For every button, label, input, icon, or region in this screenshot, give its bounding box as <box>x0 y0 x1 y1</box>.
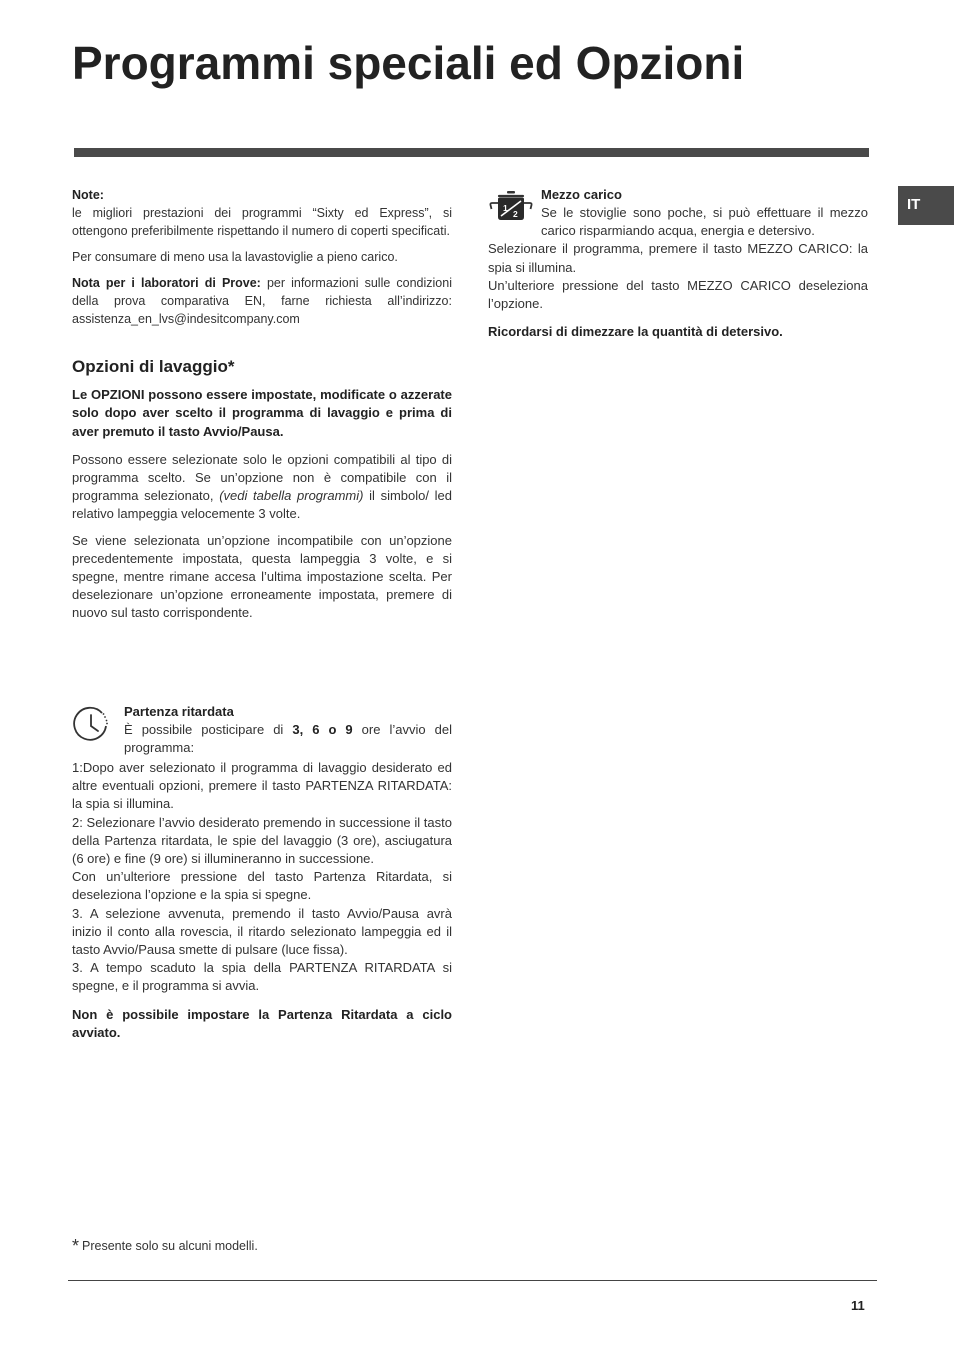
page-number: 11 <box>851 1298 865 1313</box>
footnote-text: Presente solo su alcuni modelli. <box>82 1239 258 1253</box>
delayed-start-intro-end: ore l’avvio del programma: <box>124 722 452 756</box>
lab-note-label: Nota per i laboratori di Prove: <box>72 276 261 290</box>
title-divider <box>74 148 869 157</box>
footnote-star: * <box>72 1236 80 1256</box>
lab-note-text: per informazioni sulle condizioni della prova comparativa EN, farne richiesta all’indirizzo: assistenza_en_lvs@indesitcompany.com <box>72 276 452 326</box>
options-compat-text-end: il simbolo/ led relativo lampeggia velocemente 3 volte. <box>72 488 452 522</box>
delayed-step-2b: Con un’ulteriore pressione del tasto Partenza Ritardata, si deseleziona l’opzione e la spia si spegne. <box>72 869 452 903</box>
delayed-start-title: Partenza ritardata <box>124 704 234 719</box>
options-heading: Opzioni di lavaggio* <box>72 357 235 376</box>
half-load-line-3: Un’ulteriore pressione del tasto MEZZO CARICO deseleziona l’opzione. <box>488 277 868 312</box>
program-table-ref: (vedi tabella programmi) <box>219 488 364 504</box>
delayed-hours: 3, 6 o 9 <box>292 722 353 738</box>
footer-divider <box>68 1280 877 1281</box>
half-load-header <box>541 186 868 204</box>
notes-label: Note: <box>72 188 104 202</box>
delayed-start-body <box>72 759 452 1042</box>
half-load-line-2: Selezionare il programma, premere il tasto MEZZO CARICO: la spia si illumina. <box>488 241 868 275</box>
options-compat-text: Possono essere selezionate solo le opzioni compatibili al tipo di programma scelto. Se un’opzione non è compatibile con il programma selezionato, <box>72 451 452 504</box>
half-load-title: Mezzo carico <box>541 187 622 202</box>
delayed-warning: Non è possibile impostare la Partenza Ritardata a ciclo avviato. <box>72 1006 452 1040</box>
half-load-line-1: Se le stoviglie sono poche, si può effettuare il mezzo carico risparmiando acqua, energia e detersivo. <box>541 205 868 239</box>
delayed-start-intro-text: È possibile posticipare di <box>124 722 293 738</box>
clock-icon <box>72 704 110 744</box>
left-column <box>72 186 452 623</box>
delayed-start-intro <box>124 721 452 757</box>
lab-note <box>72 274 452 328</box>
delayed-step-3: 3. A selezione avvenuta, premendo il tasto Avvio/Pausa avrà inizio il conto alla rovescia, il ritardo selezionato lampeggia ed il tasto Avvio/Pausa smette di pulsare (luce fissa). <box>72 905 452 958</box>
half-load-body <box>488 204 868 341</box>
svg-text:2: 2 <box>513 209 518 219</box>
footnote <box>72 1236 258 1257</box>
page-title: Programmi speciali ed Opzioni <box>72 37 745 89</box>
svg-text:1: 1 <box>503 203 508 213</box>
delayed-step-1: 1:Dopo aver selezionato il programma di lavaggio desiderato ed altre eventuali opzioni, premere il tasto PARTENZA RITARDATA: la spia si illumina. <box>72 760 452 812</box>
delayed-step-2: 2: Selezionare l’avvio desiderato premendo in successione il tasto della Partenza ritardata, le spie del lavaggio (3 ore), asciugatura (6 ore) e fine (9 ore) si illumineranno in successione. <box>72 814 452 867</box>
notes-energy-tip: Per consumare di meno usa la lavastoviglie a pieno carico. <box>72 250 398 264</box>
options-compat-paragraph <box>72 451 452 524</box>
half-load-warning: Ricordarsi di dimezzare la quantità di detersivo. <box>488 324 783 340</box>
delayed-start-header <box>124 703 452 758</box>
options-incompat-paragraph: Se viene selezionata un’opzione incompatibile con un’opzione precedentemente impostata, questa lampeggia 3 volte, e si spegne, mentre rimane accesa l’ultima impostazione scelta. Per deselezionare un’opzione erroneamente impostata, premere di nuovo sul tasto corrispondente. <box>72 532 452 621</box>
delayed-step-3b: 3. A tempo scaduto la spia della PARTENZA RITARDATA si spegne, e il programma si avvia. <box>72 960 452 994</box>
options-intro: Le OPZIONI possono essere impostate, modificate o azzerate solo dopo aver scelto il programma di lavaggio e prima di aver premuto il tasto Avvio/Pausa. <box>72 387 452 439</box>
notes-text: le migliori prestazioni dei programmi “Sixty ed Express”, si ottengono preferibilmente rispettando il numero di coperti specificati. <box>72 206 452 238</box>
language-tab: IT <box>898 186 954 225</box>
